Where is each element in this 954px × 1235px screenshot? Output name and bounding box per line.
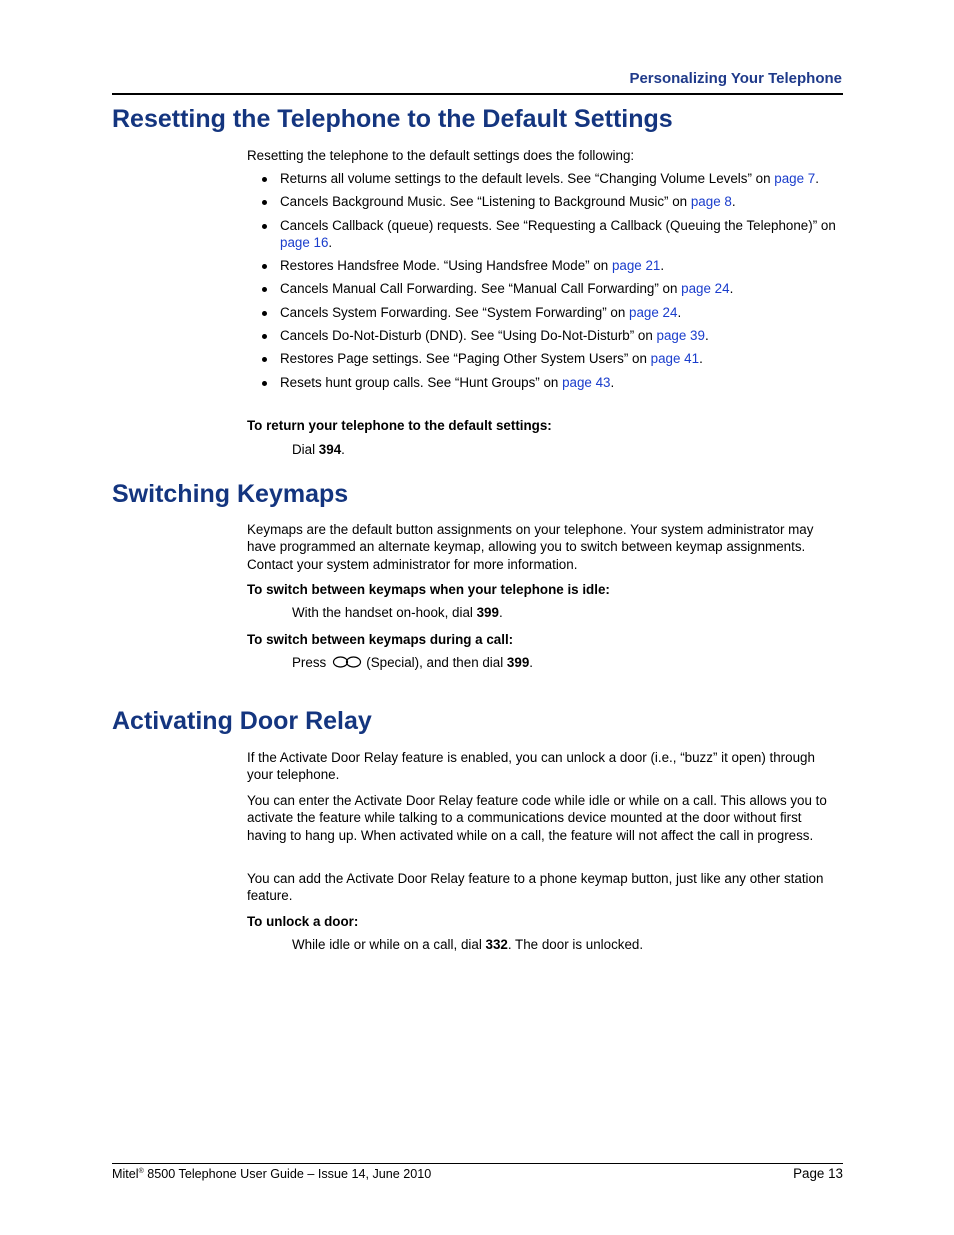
list-item: Cancels Manual Call Forwarding. See “Manual Call Forwarding” on page 24. [247,280,843,297]
keymaps-call-step: Press (Special), and then dial 399. [292,655,533,671]
feature-code: 399 [476,605,499,620]
heading-door-relay: Activating Door Relay [112,707,372,735]
page-link[interactable]: page 24 [629,304,678,320]
footer-rule [112,1163,843,1164]
heading-reset: Resetting the Telephone to the Default Settings [112,105,673,133]
door-procedure-title: To unlock a door: [247,914,359,929]
feature-code: 332 [485,937,508,952]
keymaps-intro: Keymaps are the default button assignments on your telephone. Your system administrator may have programmed an alternate keymap, allowing you to switch between keymap assignments. Contact your system administrator for more information. [247,522,814,572]
page-link[interactable]: page 43 [562,374,611,390]
list-item: Cancels Callback (queue) requests. See “Requesting a Callback (Queuing the Telephone)” on page 16. [247,217,843,252]
list-item: Restores Page settings. See “Paging Other System Users” on page 41. [247,350,843,367]
page-link[interactable]: page 7 [774,171,816,186]
list-item: Restores Handsfree Mode. “Using Handsfree Mode” on page 21. [247,257,843,274]
reset-intro: Resetting the telephone to the default settings does the following: [247,148,635,163]
reset-step: Dial 394. [292,442,345,457]
page-link[interactable]: page 24 [681,281,730,297]
door-paragraph-1: If the Activate Door Relay feature is enabled, you can unlock a door (i.e., “buzz” it open) through your telephone. [247,750,815,783]
list-item: Cancels Do-Not-Disturb (DND). See “Using Do-Not-Disturb” on page 39. [247,327,843,344]
door-step: While idle or while on a call, dial 332. The door is unlocked. [292,937,644,952]
header-rule [112,93,843,95]
list-item: Cancels System Forwarding. See “System Forwarding” on page 24. [247,304,843,321]
page-link[interactable]: page 8 [690,194,732,210]
running-header: Personalizing Your Telephone [629,70,842,87]
page-link[interactable]: page 16 [280,234,329,250]
page-link[interactable]: page 41 [650,351,700,367]
page-link[interactable]: page 21 [611,258,661,274]
list-item: Resets hunt group calls. See “Hunt Groups” on page 43. [247,374,843,391]
reset-procedure-title: To return your telephone to the default settings: [247,418,552,433]
feature-code: 399 [506,655,530,671]
feature-code: 394 [318,442,342,457]
page-number: Page 13 [793,1166,843,1181]
heading-keymaps: Switching Keymaps [112,480,349,508]
keymaps-idle-step: With the handset on-hook, dial 399. [292,605,503,620]
door-paragraph-2: You can enter the Activate Door Relay feature code while idle or while on a call. This allows you to activate the feature while talking to a communications device mounted at the door without first having to hang up. When activated while on a call, the feature will not affect the call in progress. [247,793,827,843]
footer-doc-title: Mitel® 8500 Telephone User Guide – Issue 14, June 2010 [112,1167,432,1181]
list-item: Cancels Background Music. See “Listening to Background Music” on page 8. [247,193,843,210]
list-item: Returns all volume settings to the default levels. See “Changing Volume Levels” on page 7. [247,170,843,187]
special-key-icon [332,655,362,672]
page-link[interactable]: page 39 [656,328,705,344]
door-paragraph-3: You can add the Activate Door Relay feature to a phone keymap button, just like any other station feature. [247,871,824,904]
keymaps-idle-title: To switch between keymaps when your telephone is idle: [247,582,610,597]
reset-bullet-list [247,170,843,397]
keymaps-call-title: To switch between keymaps during a call: [247,632,514,647]
